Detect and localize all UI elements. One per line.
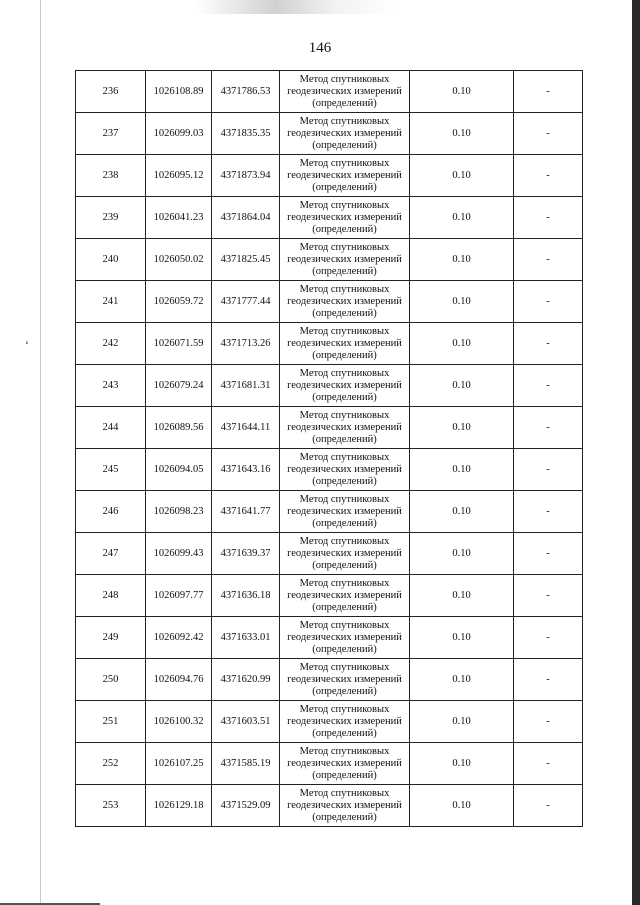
- method-cell: [280, 239, 410, 281]
- accuracy-cell: 0.10: [410, 575, 514, 617]
- method-text-line: геодезических измерений: [287, 715, 402, 727]
- method-text-line: (определений): [312, 307, 377, 319]
- method-text-line: геодезических измерений: [287, 127, 402, 139]
- table-row: [76, 155, 583, 197]
- method-cell: [280, 743, 410, 785]
- point-number-cell: 248: [76, 575, 146, 617]
- table-row: [76, 617, 583, 659]
- note-cell: -: [514, 365, 583, 407]
- table-row: [76, 407, 583, 449]
- x-coordinate-cell: 1026092.42: [146, 617, 212, 659]
- point-number-cell: 246: [76, 491, 146, 533]
- method-cell: [280, 365, 410, 407]
- method-text-line: геодезических измерений: [287, 463, 402, 475]
- method-text-line: (определений): [312, 97, 377, 109]
- method-text-line: геодезических измерений: [287, 505, 402, 517]
- accuracy-cell: 0.10: [410, 71, 514, 113]
- method-text-line: Метод спутниковых: [299, 661, 390, 673]
- note-cell: -: [514, 491, 583, 533]
- method-text-line: Метод спутниковых: [299, 115, 390, 127]
- x-coordinate-cell: 1026041.23: [146, 197, 212, 239]
- note-cell: -: [514, 197, 583, 239]
- method-text-line: геодезических измерений: [287, 631, 402, 643]
- method-text-line: (определений): [312, 181, 377, 193]
- table-row: [76, 743, 583, 785]
- method-text-line: геодезических измерений: [287, 589, 402, 601]
- note-cell: -: [514, 71, 583, 113]
- note-cell: -: [514, 659, 583, 701]
- method-cell: [280, 785, 410, 827]
- y-coordinate-cell: 4371639.37: [212, 533, 280, 575]
- table-row: [76, 71, 583, 113]
- table-row: [76, 449, 583, 491]
- accuracy-cell: 0.10: [410, 701, 514, 743]
- method-text-line: Метод спутниковых: [299, 409, 390, 421]
- y-coordinate-cell: 4371633.01: [212, 617, 280, 659]
- accuracy-cell: 0.10: [410, 113, 514, 155]
- method-text-line: геодезических измерений: [287, 757, 402, 769]
- coordinates-table: [75, 70, 583, 827]
- x-coordinate-cell: 1026100.32: [146, 701, 212, 743]
- table-row: [76, 701, 583, 743]
- scan-smudge: [195, 0, 395, 14]
- point-number-cell: 252: [76, 743, 146, 785]
- note-cell: -: [514, 575, 583, 617]
- method-cell: [280, 701, 410, 743]
- note-cell: -: [514, 113, 583, 155]
- accuracy-cell: 0.10: [410, 491, 514, 533]
- method-text-line: Метод спутниковых: [299, 535, 390, 547]
- note-cell: -: [514, 449, 583, 491]
- method-text-line: геодезических измерений: [287, 379, 402, 391]
- table-row: [76, 197, 583, 239]
- scan-margin-line: [40, 0, 41, 905]
- x-coordinate-cell: 1026094.05: [146, 449, 212, 491]
- x-coordinate-cell: 1026094.76: [146, 659, 212, 701]
- method-text-line: Метод спутниковых: [299, 745, 390, 757]
- accuracy-cell: 0.10: [410, 449, 514, 491]
- method-text-line: геодезических измерений: [287, 547, 402, 559]
- point-number-cell: 251: [76, 701, 146, 743]
- note-cell: -: [514, 743, 583, 785]
- point-number-cell: 242: [76, 323, 146, 365]
- method-text-line: (определений): [312, 685, 377, 697]
- method-text-line: (определений): [312, 517, 377, 529]
- point-number-cell: 253: [76, 785, 146, 827]
- method-text-line: (определений): [312, 265, 377, 277]
- point-number-cell: 249: [76, 617, 146, 659]
- x-coordinate-cell: 1026089.56: [146, 407, 212, 449]
- y-coordinate-cell: 4371620.99: [212, 659, 280, 701]
- method-text-line: Метод спутниковых: [299, 703, 390, 715]
- method-cell: [280, 659, 410, 701]
- point-number-cell: 250: [76, 659, 146, 701]
- method-text-line: Метод спутниковых: [299, 787, 390, 799]
- note-cell: -: [514, 407, 583, 449]
- x-coordinate-cell: 1026098.23: [146, 491, 212, 533]
- method-text-line: геодезических измерений: [287, 211, 402, 223]
- method-text-line: Метод спутниковых: [299, 283, 390, 295]
- point-number-cell: 243: [76, 365, 146, 407]
- accuracy-cell: 0.10: [410, 533, 514, 575]
- method-cell: [280, 575, 410, 617]
- accuracy-cell: 0.10: [410, 155, 514, 197]
- x-coordinate-cell: 1026050.02: [146, 239, 212, 281]
- table-row: [76, 113, 583, 155]
- note-cell: -: [514, 323, 583, 365]
- y-coordinate-cell: 4371825.45: [212, 239, 280, 281]
- method-text-line: Метод спутниковых: [299, 73, 390, 85]
- note-cell: -: [514, 617, 583, 659]
- method-text-line: Метод спутниковых: [299, 199, 390, 211]
- y-coordinate-cell: 4371636.18: [212, 575, 280, 617]
- table-row: [76, 491, 583, 533]
- method-text-line: (определений): [312, 769, 377, 781]
- method-text-line: (определений): [312, 433, 377, 445]
- method-text-line: (определений): [312, 349, 377, 361]
- table-row: [76, 365, 583, 407]
- method-text-line: Метод спутниковых: [299, 451, 390, 463]
- point-number-cell: 244: [76, 407, 146, 449]
- x-coordinate-cell: 1026071.59: [146, 323, 212, 365]
- y-coordinate-cell: 4371603.51: [212, 701, 280, 743]
- method-cell: [280, 71, 410, 113]
- point-number-cell: 241: [76, 281, 146, 323]
- note-cell: -: [514, 281, 583, 323]
- y-coordinate-cell: 4371643.16: [212, 449, 280, 491]
- accuracy-cell: 0.10: [410, 239, 514, 281]
- accuracy-cell: 0.10: [410, 281, 514, 323]
- method-cell: [280, 533, 410, 575]
- scan-mark: ʻ: [25, 338, 29, 352]
- method-cell: [280, 197, 410, 239]
- point-number-cell: 236: [76, 71, 146, 113]
- method-text-line: (определений): [312, 643, 377, 655]
- y-coordinate-cell: 4371777.44: [212, 281, 280, 323]
- method-text-line: геодезических измерений: [287, 799, 402, 811]
- table-row: [76, 575, 583, 617]
- table-row: [76, 323, 583, 365]
- method-text-line: геодезических измерений: [287, 295, 402, 307]
- point-number-cell: 247: [76, 533, 146, 575]
- y-coordinate-cell: 4371873.94: [212, 155, 280, 197]
- method-text-line: (определений): [312, 475, 377, 487]
- method-text-line: (определений): [312, 601, 377, 613]
- method-text-line: (определений): [312, 811, 377, 823]
- table-row: [76, 281, 583, 323]
- accuracy-cell: 0.10: [410, 407, 514, 449]
- y-coordinate-cell: 4371786.53: [212, 71, 280, 113]
- method-cell: [280, 323, 410, 365]
- x-coordinate-cell: 1026099.43: [146, 533, 212, 575]
- y-coordinate-cell: 4371644.11: [212, 407, 280, 449]
- x-coordinate-cell: 1026107.25: [146, 743, 212, 785]
- x-coordinate-cell: 1026129.18: [146, 785, 212, 827]
- method-text-line: (определений): [312, 391, 377, 403]
- y-coordinate-cell: 4371681.31: [212, 365, 280, 407]
- y-coordinate-cell: 4371641.77: [212, 491, 280, 533]
- method-text-line: геодезических измерений: [287, 253, 402, 265]
- page-number: 146: [308, 40, 332, 56]
- method-text-line: Метод спутниковых: [299, 367, 390, 379]
- method-cell: [280, 407, 410, 449]
- y-coordinate-cell: 4371529.09: [212, 785, 280, 827]
- point-number-cell: 239: [76, 197, 146, 239]
- method-text-line: Метод спутниковых: [299, 157, 390, 169]
- note-cell: -: [514, 701, 583, 743]
- x-coordinate-cell: 1026079.24: [146, 365, 212, 407]
- method-text-line: Метод спутниковых: [299, 241, 390, 253]
- scan-edge-shadow: [632, 0, 640, 905]
- method-cell: [280, 617, 410, 659]
- method-cell: [280, 449, 410, 491]
- method-text-line: (определений): [312, 559, 377, 571]
- point-number-cell: 240: [76, 239, 146, 281]
- y-coordinate-cell: 4371713.26: [212, 323, 280, 365]
- method-cell: [280, 281, 410, 323]
- table-row: [76, 785, 583, 827]
- accuracy-cell: 0.10: [410, 785, 514, 827]
- method-text-line: (определений): [312, 139, 377, 151]
- x-coordinate-cell: 1026059.72: [146, 281, 212, 323]
- x-coordinate-cell: 1026095.12: [146, 155, 212, 197]
- point-number-cell: 238: [76, 155, 146, 197]
- method-text-line: (определений): [312, 223, 377, 235]
- method-text-line: Метод спутниковых: [299, 577, 390, 589]
- accuracy-cell: 0.10: [410, 365, 514, 407]
- y-coordinate-cell: 4371835.35: [212, 113, 280, 155]
- accuracy-cell: 0.10: [410, 659, 514, 701]
- y-coordinate-cell: 4371864.04: [212, 197, 280, 239]
- x-coordinate-cell: 1026099.03: [146, 113, 212, 155]
- note-cell: -: [514, 533, 583, 575]
- accuracy-cell: 0.10: [410, 323, 514, 365]
- accuracy-cell: 0.10: [410, 617, 514, 659]
- point-number-cell: 237: [76, 113, 146, 155]
- method-text-line: геодезических измерений: [287, 421, 402, 433]
- x-coordinate-cell: 1026108.89: [146, 71, 212, 113]
- method-text-line: геодезических измерений: [287, 169, 402, 181]
- accuracy-cell: 0.10: [410, 197, 514, 239]
- method-cell: [280, 113, 410, 155]
- method-text-line: геодезических измерений: [287, 85, 402, 97]
- method-text-line: Метод спутниковых: [299, 493, 390, 505]
- note-cell: -: [514, 155, 583, 197]
- method-cell: [280, 491, 410, 533]
- table-row: [76, 659, 583, 701]
- table-body: [76, 71, 583, 827]
- table-row: [76, 239, 583, 281]
- method-cell: [280, 155, 410, 197]
- table-row: [76, 533, 583, 575]
- method-text-line: (определений): [312, 727, 377, 739]
- x-coordinate-cell: 1026097.77: [146, 575, 212, 617]
- point-number-cell: 245: [76, 449, 146, 491]
- note-cell: -: [514, 785, 583, 827]
- method-text-line: Метод спутниковых: [299, 325, 390, 337]
- note-cell: -: [514, 239, 583, 281]
- method-text-line: Метод спутниковых: [299, 619, 390, 631]
- y-coordinate-cell: 4371585.19: [212, 743, 280, 785]
- method-text-line: геодезических измерений: [287, 673, 402, 685]
- accuracy-cell: 0.10: [410, 743, 514, 785]
- method-text-line: геодезических измерений: [287, 337, 402, 349]
